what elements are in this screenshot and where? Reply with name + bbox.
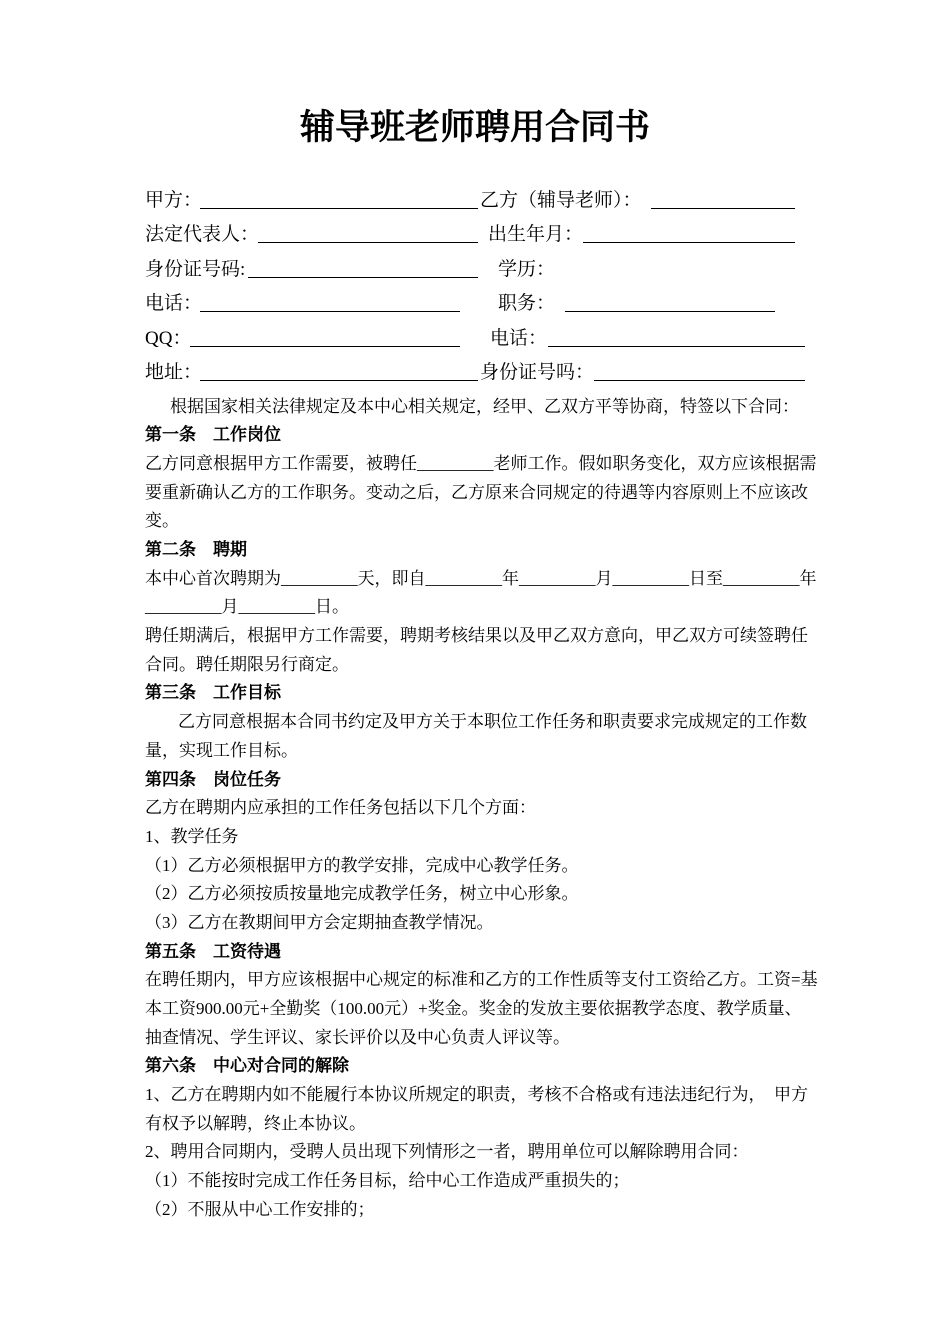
form-row-id (0, 253, 950, 287)
birth-date-blank (583, 218, 795, 243)
qq-label: QQ： (145, 327, 192, 349)
article-3-line: 量，实现工作目标。 (145, 740, 298, 760)
contract-body (145, 393, 905, 1225)
position-blank (565, 287, 775, 312)
phone-b-blank (548, 322, 805, 347)
article-5-line: 抽查情况、学生评议、家长评价以及中心负责人评议等。 (145, 1027, 570, 1047)
article-6-line: 有权予以解聘，终止本协议。 (145, 1113, 366, 1133)
article-3-line: 乙方同意根据本合同书约定及甲方关于本职位工作任务和职责要求完成规定的工作数 (178, 712, 807, 732)
birth-date-label: 出生年月： (488, 224, 584, 246)
article-4-line: 乙方在聘期内应承担的工作任务包括以下几个方面： (145, 798, 536, 818)
phone-a-blank (200, 287, 460, 312)
article-4-line: 1、教学任务 (145, 826, 239, 846)
article-6-list-item: （1）不能按时完成工作任务目标，给中心工作造成严重损失的； (145, 1171, 630, 1191)
party-b-label: 乙方（辅导老师）： (480, 190, 642, 211)
address-label: 地址： (145, 361, 203, 383)
article-4-list-item: （3）乙方在教期间甲方会定期抽查教学情况。 (145, 912, 494, 932)
article-1-heading: 第一条 工作岗位 (145, 425, 281, 445)
phone-b-label: 电话： (490, 327, 548, 349)
id-number-label: 身份证号码: (145, 258, 246, 280)
article-1-line: 乙方同意根据甲方工作需要，被聘任_________老师工作。假如职务变化，双方应该根据需 (145, 453, 817, 473)
article-4-list-item: （2）乙方必须按质按量地完成教学任务，树立中心形象。 (145, 884, 579, 904)
article-2-line: 本中心首次聘期为_________天，即自_________年_________月_________日至_________年 (145, 568, 817, 588)
article-6-heading: 第六条 中心对合同的解除 (145, 1056, 349, 1076)
article-3-heading: 第三条 工作目标 (145, 683, 281, 703)
form-row-phone (0, 287, 950, 321)
article-1-line: 要重新确认乙方的工作职务。变动之后，乙方原来合同规定的待遇等内容原则上不应该改 (145, 482, 808, 502)
article-5-line: 在聘任期内，甲方应该根据中心规定的标准和乙方的工作性质等支付工资给乙方。工资=基 (145, 970, 818, 990)
id-number-b-label: 身份证号吗： (480, 361, 595, 383)
education-label: 学历： (498, 258, 556, 280)
id-number-blank (248, 253, 478, 278)
legal-representative-blank (258, 218, 478, 243)
article-2-line: 合同。聘任期限另行商定。 (145, 654, 349, 674)
party-a-blank (200, 184, 478, 209)
id-number-b-blank (594, 356, 805, 381)
form-row-address (0, 356, 950, 390)
party-a-label: 甲方： (145, 190, 203, 211)
article-4-list-item: （1）乙方必须根据甲方的教学安排，完成中心教学任务。 (145, 855, 579, 875)
document-title: 辅导班老师聘用合同书 (299, 108, 650, 147)
form-row-parties (0, 184, 950, 218)
article-6-line: 2、聘用合同期内，受聘人员出现下列情形之一者，聘用单位可以解除聘用合同： (145, 1142, 749, 1162)
article-2-line: 聘任期满后，根据甲方工作需要，聘期考核结果以及甲乙双方意向，甲乙双方可续签聘任 (145, 626, 808, 646)
article-2-heading: 第二条 聘期 (145, 540, 247, 560)
article-6-list-item: （2）不服从中心工作安排的； (145, 1199, 375, 1219)
article-2-line: _________月_________日。 (145, 597, 349, 617)
legal-representative-label: 法定代表人： (145, 224, 260, 246)
article-5-heading: 第五条 工资待遇 (145, 941, 281, 961)
form-row-qq (0, 322, 950, 356)
party-b-blank (651, 184, 795, 209)
article-4-heading: 第四条 岗位任务 (145, 769, 281, 789)
phone-a-label: 电话： (145, 293, 203, 315)
form-row-representative (0, 218, 950, 252)
article-6-line: 1、乙方在聘期内如不能履行本协议所规定的职责，考核不合格或有违法违纪行为， 甲方 (145, 1085, 808, 1105)
article-5-line: 本工资900.00元+全勤奖（100.00元）+奖金。奖金的发放主要依据教学态度、教学质量、 (145, 999, 802, 1019)
address-blank (200, 356, 478, 381)
article-1-line: 变。 (145, 511, 179, 531)
parties-form (0, 184, 950, 390)
intro-paragraph: 根据国家相关法律规定及本中心相关规定，经甲、乙双方平等协商，特签以下合同： (170, 396, 799, 416)
position-label: 职务： (498, 293, 556, 315)
qq-blank (190, 322, 460, 347)
